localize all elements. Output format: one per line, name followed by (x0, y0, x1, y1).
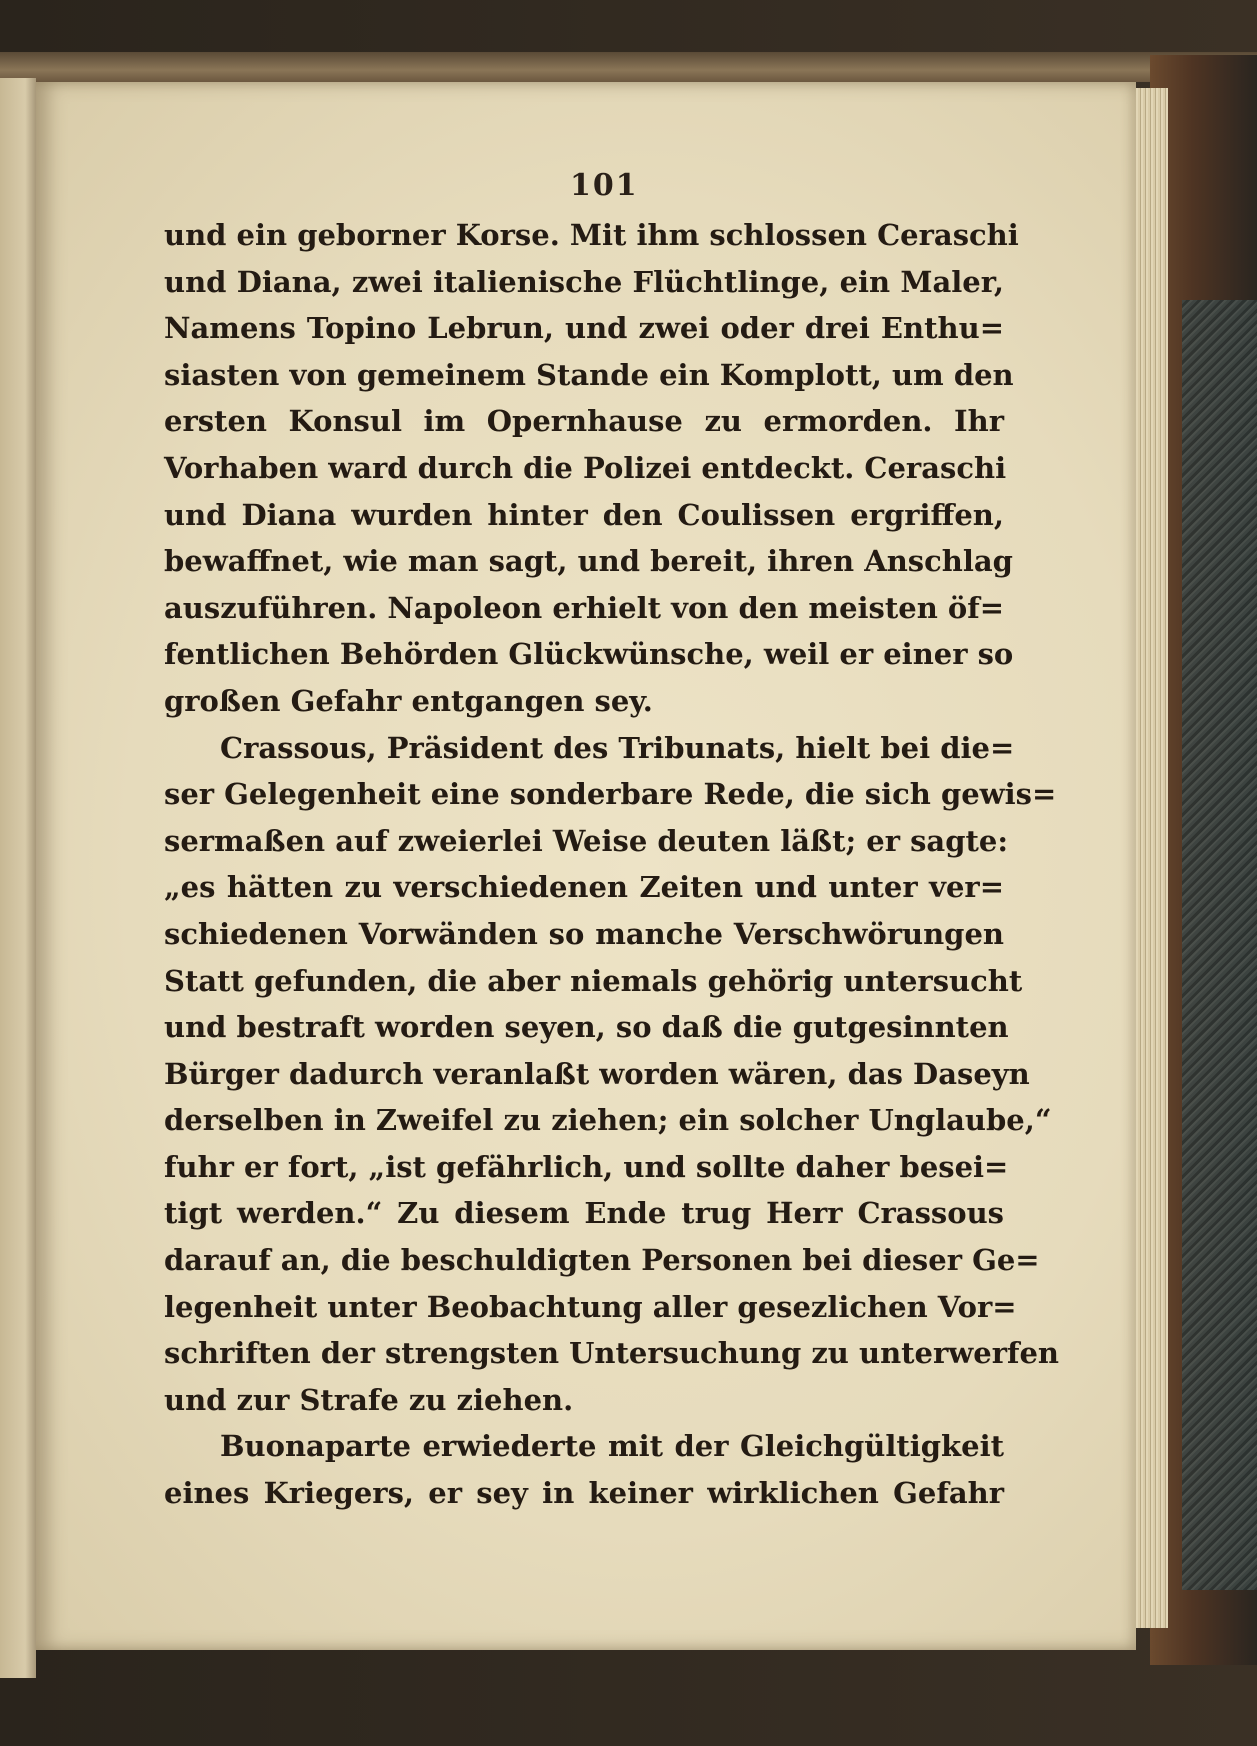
text-line: ersten Konsul im Opernhause zu ermorden. Ihr (164, 404, 1004, 439)
text-line: sermaßen auf zweierlei Weise deuten läßt; er sagte: (164, 823, 1009, 858)
text-line: schriften der strengsten Untersuchung zu unterwerfen (164, 1336, 1059, 1371)
text-line: fentlichen Behörden Glückwünsche, weil er einer so (164, 637, 1014, 672)
page-number: 101 (570, 168, 639, 203)
text-line: Buonaparte erwiederte mit der Gleichgültigkeit (220, 1429, 1004, 1464)
text-line: schiedenen Vorwänden so manche Verschwörungen (164, 916, 1004, 951)
text-line: und ein geborner Korse. Mit ihm schlossen Ceraschi (164, 218, 1019, 252)
text-line: großen Gefahr entgangen sey. (164, 683, 653, 718)
text-line: Bürger dadurch veranlaßt worden wären, das Daseyn (164, 1056, 1030, 1091)
text-line: Statt gefunden, die aber niemals gehörig untersucht (164, 963, 1023, 998)
text-line: darauf an, die beschuldigten Personen bei dieser Ge= (164, 1243, 1040, 1278)
text-line: derselben in Zweifel zu ziehen; ein solcher Unglaube,“ (164, 1103, 1052, 1138)
text-line: tigt werden.“ Zu diesem Ende trug Herr Crassous (164, 1196, 1004, 1231)
text-line: und Diana wurden hinter den Coulissen ergriffen, (164, 497, 1004, 532)
text-line: und zur Strafe zu ziehen. (164, 1382, 574, 1417)
text-line: und bestraft worden seyen, so daß die gutgesinnten (164, 1010, 1009, 1045)
text-line: „es hätten zu verschiedenen Zeiten und unter ver= (164, 870, 1004, 905)
page-text (164, 212, 1059, 1517)
text-line: ser Gelegenheit eine sonderbare Rede, die sich gewis= (164, 777, 1057, 812)
text-line: und Diana, zwei italienische Flüchtlinge, ein Maler, (164, 264, 1004, 299)
text-line: legenheit unter Beobachtung aller gesezlichen Vor= (164, 1289, 1017, 1324)
text-line: fuhr er fort, „ist gefährlich, und sollte daher besei= (164, 1149, 1009, 1184)
book-top-edge (0, 52, 1257, 82)
text-line: auszuführen. Napoleon erhielt von den meisten öf= (164, 590, 1005, 625)
text-line: siasten von gemeinem Stande ein Komplott, um den (164, 357, 1014, 392)
marbled-cover (1182, 300, 1257, 1590)
text-line: eines Kriegers, er sey in keiner wirklichen Gefahr (164, 1476, 1004, 1511)
text-line: Vorhaben ward durch die Polizei entdeckt. Ceraschi (164, 450, 1007, 485)
text-line: Crassous, Präsident des Tribunats, hielt bei die= (220, 730, 1015, 765)
facing-page-edge (0, 78, 36, 1678)
text-line: Namens Topino Lebrun, und zwei oder drei Enthu= (164, 311, 1004, 346)
text-line: bewaffnet, wie man sagt, und bereit, ihren Anschlag (164, 544, 1013, 579)
